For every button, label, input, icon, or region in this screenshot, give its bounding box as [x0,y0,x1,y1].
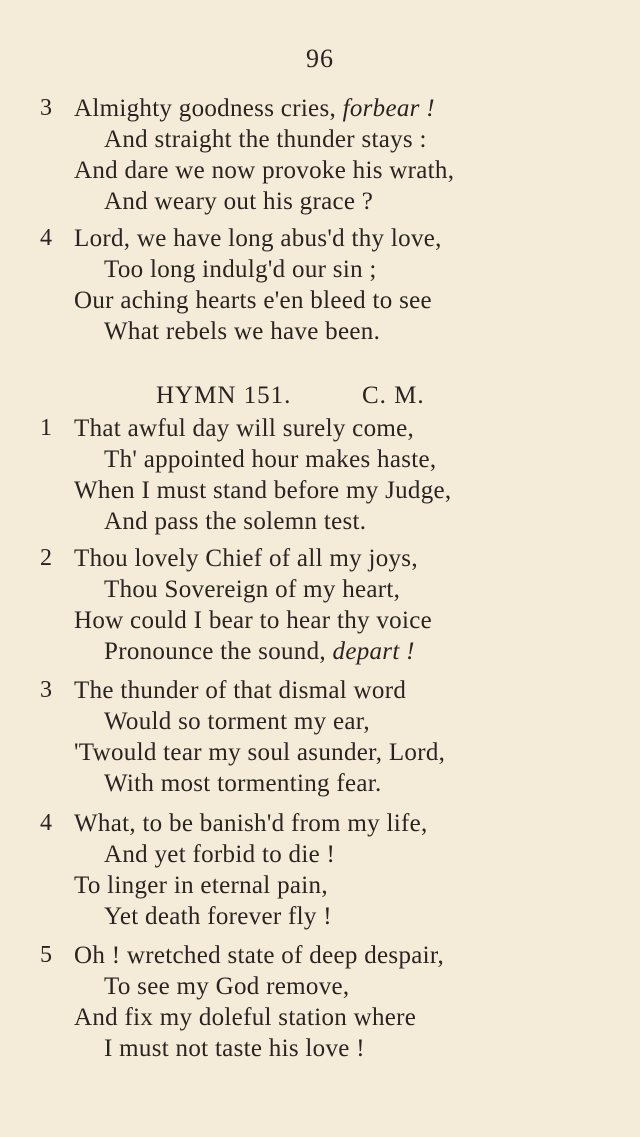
stanza-number: 4 [40,225,52,251]
verse-line: How could I bear to hear thy voice [74,607,432,634]
verse-line: And dare we now provoke his wrath, [74,157,455,184]
verse-line: What rebels we have been. [104,318,381,345]
verse-line: And fix my doleful station where [74,1004,417,1031]
stanza-number: 1 [40,415,52,441]
verse-line: Yet death forever fly ! [104,903,332,930]
italic-word: forbear ! [342,95,435,122]
verse-line: Would so torment my ear, [104,708,370,735]
verse-line: To see my God remove, [104,973,350,1000]
stanza-number: 3 [40,677,52,703]
verse-line: Our aching hearts e'en bleed to see [74,287,432,314]
verse-line: Oh ! wretched state of deep despair, [74,942,445,969]
hymn-meter: C. M. [362,382,425,409]
page-number: 96 [306,44,334,73]
verse-line: What, to be banish'd from my life, [74,810,428,837]
verse-line: 'Twould tear my soul asunder, Lord, [74,739,446,766]
stanza-number: 3 [40,95,52,121]
stanza-number: 2 [40,545,52,571]
verse-line: And straight the thunder stays : [104,126,427,153]
stanza-number: 5 [40,942,52,968]
verse-line: Almighty goodness cries, forbear ! [74,95,435,122]
verse-line: Too long indulg'd our sin ; [104,256,377,283]
verse-line: Thou lovely Chief of all my joys, [74,545,418,572]
verse-line: And pass the solemn test. [104,508,367,535]
verse-line: Pronounce the sound, depart ! [104,638,415,665]
verse-line: Th' appointed hour makes haste, [104,446,437,473]
hymn-title: HYMN 151. [156,382,292,409]
verse-line: The thunder of that dismal word [74,677,407,704]
verse-line: That awful day will surely come, [74,415,415,442]
verse-line: I must not taste his love ! [104,1035,365,1062]
stanza-number: 4 [40,810,52,836]
italic-word: depart ! [332,638,415,665]
verse-line: Thou Sovereign of my heart, [104,576,401,603]
verse-line: When I must stand before my Judge, [74,477,452,504]
verse-line: And yet forbid to die ! [104,841,336,868]
verse-line: With most tormenting fear. [104,770,382,797]
verse-line: To linger in eternal pain, [74,872,328,899]
verse-line: And weary out his grace ? [104,188,374,215]
verse-line: Lord, we have long abus'd thy love, [74,225,442,252]
